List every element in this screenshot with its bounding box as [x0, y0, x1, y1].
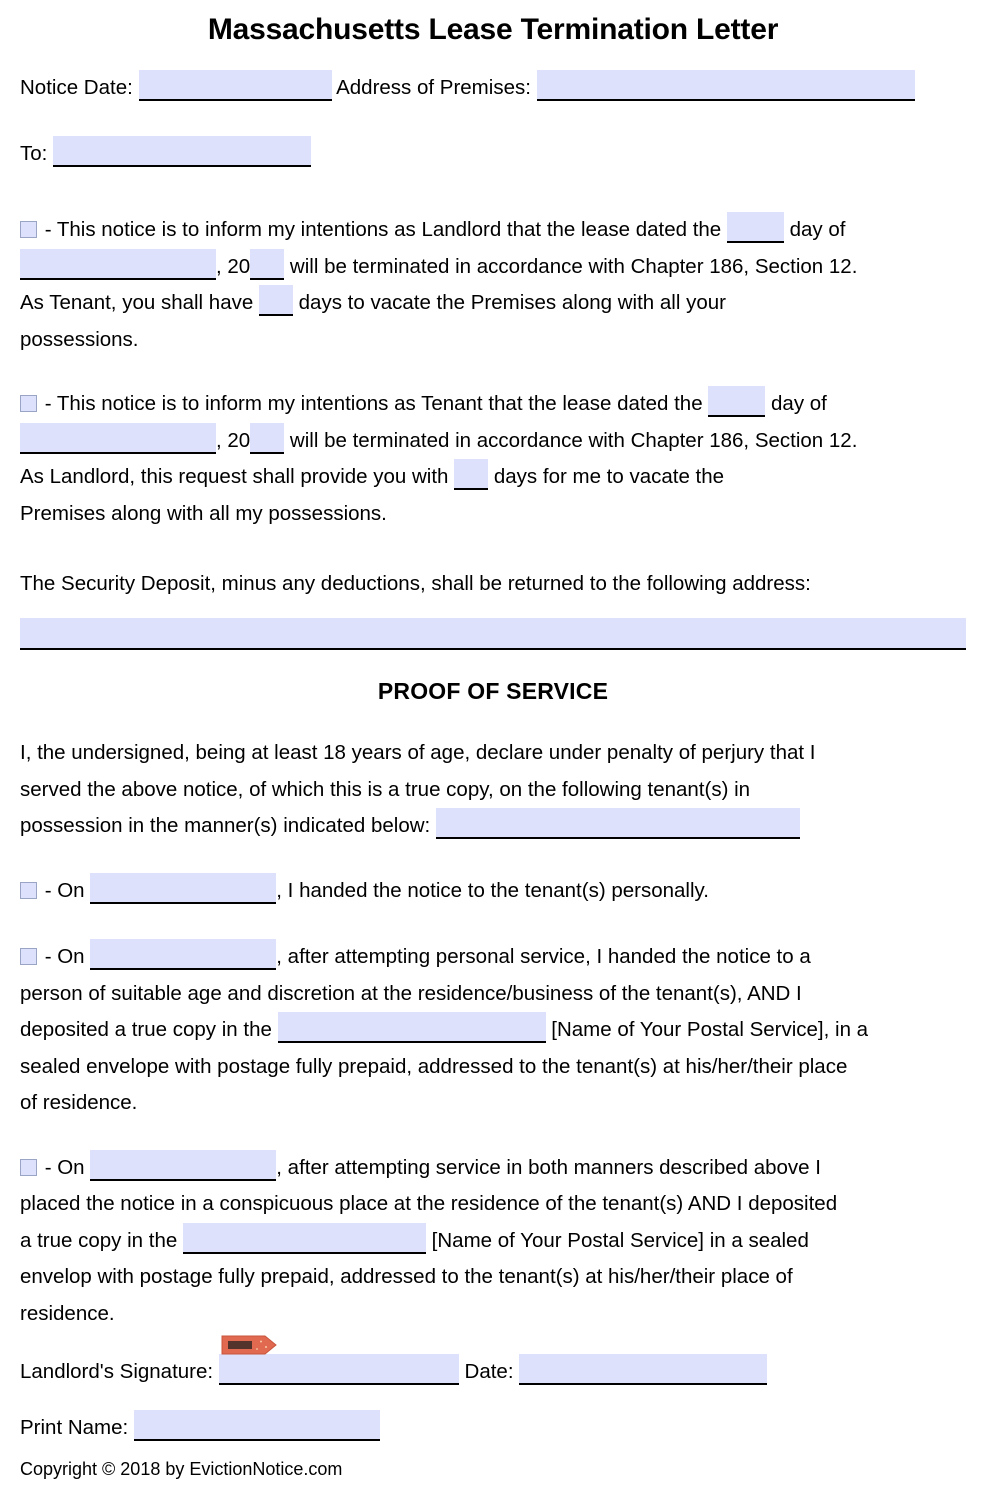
signature-date-input[interactable] — [519, 1354, 767, 1385]
landlord-lease-month-input[interactable] — [20, 249, 216, 280]
address-of-premises-label: Address of Premises: — [336, 76, 531, 99]
proof-of-service-intro — [20, 735, 966, 845]
spacer — [20, 705, 966, 735]
landlord-clause-line-3 — [20, 285, 966, 322]
tenant-clause-line-2 — [20, 423, 966, 460]
landlord-signature-label: Landlord's Signature: — [20, 1360, 214, 1383]
intro-line-3-text: possession in the manner(s) indicated below: — [20, 814, 431, 837]
landlord-vacate-days-input[interactable] — [259, 285, 293, 316]
spacer — [20, 46, 966, 70]
service-option-1-prefix: - On — [44, 878, 85, 902]
service-option-2-date-input[interactable] — [90, 939, 276, 970]
tenant-clause-text-b: day of — [771, 392, 827, 415]
landlord-signature-input[interactable] — [219, 1354, 459, 1385]
landlord-clause-text-a: - This notice is to inform my intentions as Landlord that the lease dated the — [44, 218, 722, 241]
service-option-2 — [20, 939, 966, 1122]
spacer — [20, 909, 966, 939]
notice-date-input[interactable] — [139, 70, 332, 101]
service-option-3-checkbox[interactable] — [20, 1159, 37, 1176]
service-option-2-line-5: of residence. — [20, 1091, 138, 1114]
service-option-2-line-3 — [20, 1012, 966, 1049]
tenant-lease-day-input[interactable] — [708, 386, 765, 417]
service-option-1-checkbox[interactable] — [20, 882, 37, 899]
tenant-clause-line-4: Premises along with all my possessions. — [20, 501, 387, 525]
intro-line-3 — [20, 808, 966, 845]
service-option-2-line-3-a: deposited a true copy in the — [20, 1018, 272, 1041]
print-name-label: Print Name: — [20, 1416, 129, 1439]
spacer — [20, 1332, 966, 1354]
tenant-clause-text-a: - This notice is to inform my intentions as Tenant that the lease dated the — [44, 392, 703, 415]
tenant-clause — [20, 386, 966, 532]
tenant-clause-line-3 — [20, 459, 966, 496]
intro-line-1: I, the undersigned, being at least 18 years of age, declare under penalty of perjury that I — [20, 741, 816, 764]
service-option-3-postal-input[interactable] — [183, 1223, 426, 1254]
tenant-clause-text-c: will be terminated in accordance with Chapter 186, Section 12. — [289, 428, 858, 452]
service-option-3 — [20, 1150, 966, 1333]
service-option-3-line-5: residence. — [20, 1301, 115, 1325]
spacer — [20, 1122, 966, 1150]
page-title: Massachusetts Lease Termination Letter — [207, 13, 779, 46]
service-option-3-line-4: envelop with postage fully prepaid, addressed to the tenant(s) at his/her/their place of — [20, 1265, 793, 1288]
service-option-3-line-3-a: a true copy in the — [20, 1228, 178, 1252]
tenant-clause-year-prefix: , 20 — [216, 428, 251, 452]
landlord-clause-text-e: days to vacate the Premises along with all your — [298, 291, 726, 314]
service-option-2-line-4: sealed envelope with postage fully prepaid, addressed to the tenant(s) at his/her/their place — [20, 1054, 848, 1078]
signature-row — [20, 1354, 966, 1390]
notice-date-row — [20, 70, 966, 106]
spacer — [20, 845, 966, 873]
service-option-3-line-3-b: [Name of Your Postal Service] in a sealed — [431, 1228, 809, 1252]
print-name-input[interactable] — [134, 1410, 380, 1441]
service-option-2-prefix: - On — [44, 945, 85, 968]
service-option-3-date-input[interactable] — [90, 1150, 276, 1181]
tenant-clause-text-e: days for me to vacate the — [493, 465, 725, 488]
footer-copyright: Copyright © 2018 by EvictionNotice.com — [20, 1459, 343, 1479]
landlord-clause-text-c: will be terminated in accordance with Chapter 186, Section 12. — [289, 254, 858, 278]
spacer — [20, 172, 966, 212]
service-option-3-prefix: - On — [44, 1155, 85, 1179]
to-label: To: — [20, 142, 48, 165]
notice-date-label: Notice Date: — [20, 76, 133, 99]
to-input[interactable] — [53, 136, 311, 167]
spacer — [20, 602, 966, 618]
landlord-lease-day-input[interactable] — [727, 212, 784, 243]
tenant-vacate-days-input[interactable] — [454, 459, 488, 490]
address-of-premises-input[interactable] — [537, 70, 915, 101]
service-option-3-line-2: placed the notice in a conspicuous place at the residence of the tenant(s) AND I deposited — [20, 1192, 838, 1215]
security-deposit-text: The Security Deposit, minus any deductions, shall be returned to the following address: — [20, 572, 811, 595]
tenant-clause-checkbox[interactable] — [20, 395, 37, 412]
intro-line-2: served the above notice, of which this is a true copy, on the following tenant(s) in — [20, 777, 751, 801]
service-option-3-line-1 — [20, 1150, 966, 1187]
spacer — [20, 358, 966, 386]
service-option-2-checkbox[interactable] — [20, 948, 37, 965]
tenant-lease-year-input[interactable] — [250, 423, 284, 454]
service-option-1-date-input[interactable] — [90, 873, 276, 904]
spacer — [20, 1390, 966, 1410]
print-name-row — [20, 1410, 966, 1446]
tenant-clause-line-1 — [20, 386, 966, 423]
landlord-clause-line-4: possessions. — [20, 327, 139, 351]
service-option-2-line-3-b: [Name of Your Postal Service], in a — [551, 1018, 869, 1041]
service-option-1-suffix: , I handed the notice to the tenant(s) personally. — [276, 878, 709, 902]
proof-of-service-heading: PROOF OF SERVICE — [377, 678, 609, 704]
security-deposit-address-input[interactable] — [20, 618, 966, 650]
service-option-3-line-3 — [20, 1223, 966, 1260]
landlord-clause-text-b: day of — [789, 218, 846, 241]
service-option-2-line-2: person of suitable age and discretion at the residence/business of the tenant(s), AND I — [20, 981, 802, 1005]
landlord-clause-checkbox[interactable] — [20, 221, 37, 238]
service-option-3-suffix: , after attempting service in both manners described above I — [276, 1155, 821, 1179]
spacer — [20, 650, 966, 678]
service-option-1 — [20, 873, 966, 910]
signature-field-wrap — [219, 1354, 459, 1390]
landlord-clause-line-2 — [20, 249, 966, 286]
landlord-clause-text-d: As Tenant, you shall have — [20, 291, 254, 314]
tenant-lease-month-input[interactable] — [20, 423, 216, 454]
tenant-clause-text-d: As Landlord, this request shall provide you with — [20, 465, 449, 488]
service-option-2-suffix: , after attempting personal service, I handed the notice to a — [276, 945, 811, 968]
service-option-1-line-1 — [20, 873, 966, 910]
landlord-clause — [20, 212, 966, 358]
landlord-clause-year-prefix: , 20 — [216, 254, 251, 278]
landlord-clause-line-1 — [20, 212, 966, 249]
signature-date-label: Date: — [464, 1360, 514, 1383]
service-manner-input[interactable] — [436, 808, 800, 839]
to-row — [20, 136, 966, 172]
spacer — [20, 106, 966, 136]
landlord-lease-year-input[interactable] — [250, 249, 284, 280]
spacer — [20, 532, 966, 566]
service-option-2-line-1 — [20, 939, 966, 976]
service-option-2-postal-input[interactable] — [278, 1012, 546, 1043]
